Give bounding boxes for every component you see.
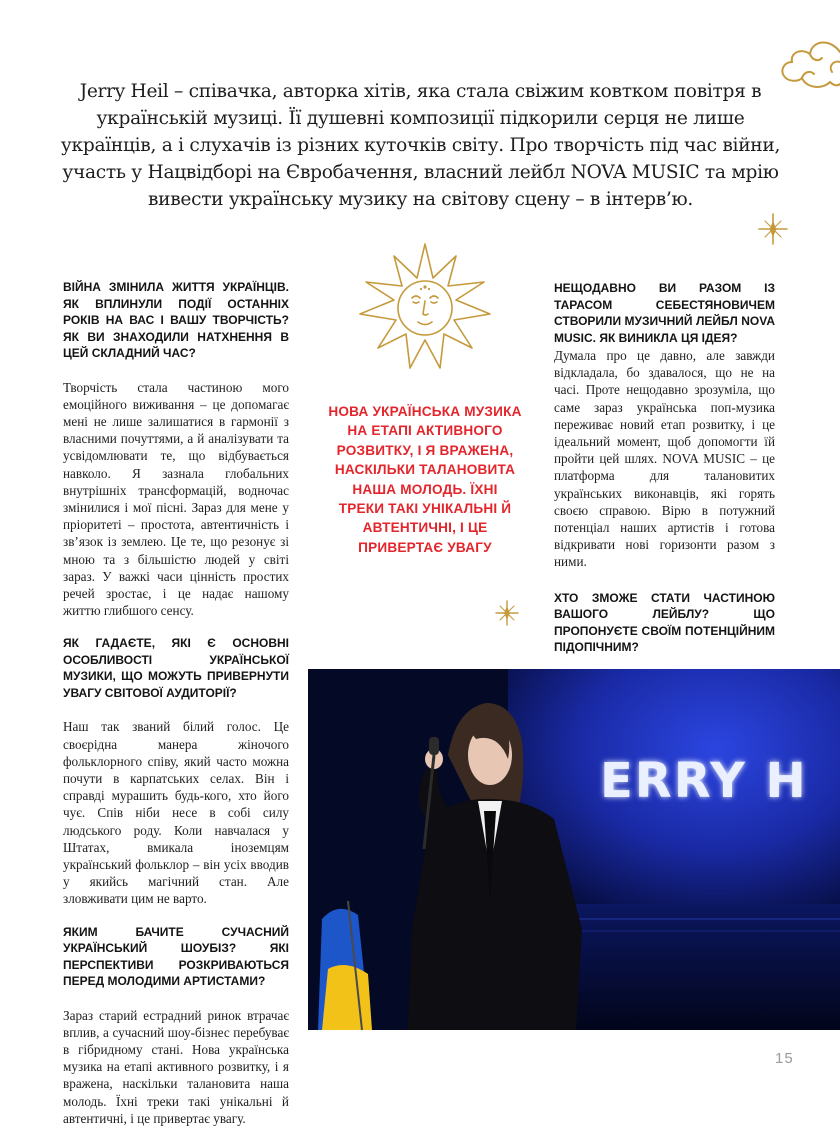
question-heading: ЯК ГАДАЄТЕ, ЯКІ Є ОСНОВНІ ОСОБЛИВОСТІ УКРАЇНСЬКОЇ МУЗИКИ, ЩО МОЖУТЬ ПРИВЕРНУТИ УВАГУ СВІТОВОЇ АУДИТОРІЇ? bbox=[63, 636, 289, 700]
answer-paragraph: Зараз старий естрадний ринок втрачає вплив, а сучасний шоу-бізнес перебуває в гібридному стані. Нова українська музика на етапі активного розвитку, і я вражена, наскільки талановита наша молодь. Їхні треки такі унікальні й автентичні, і це привертає увагу. bbox=[63, 1007, 289, 1126]
question-heading: ХТО ЗМОЖЕ СТАТИ ЧАСТИНОЮ ВАШОГО ЛЕЙБЛУ? ЩО ПРОПОНУЄТЕ СВОЇМ ПОТЕНЦІЙНИМ ПІДОПІЧНИМ? bbox=[554, 590, 775, 655]
sparkle-star-icon bbox=[495, 600, 519, 626]
question-heading: НЕЩОДАВНО ВИ РАЗОМ ІЗ ТАРАСОМ СЕБЕСТЯНОВИЧЕМ СТВОРИЛИ МУЗИЧНИЙ ЛЕЙБЛ NOVA MUSIC. ЯК ВИНИКЛА ЦЯ ІДЕЯ? bbox=[554, 281, 775, 345]
sparkle-star-icon bbox=[757, 212, 789, 246]
page-number: 15 bbox=[775, 1050, 794, 1067]
question-heading: ВІЙНА ЗМІНИЛА ЖИТТЯ УКРАЇНЦІВ. ЯК ВПЛИНУЛИ ПОДІЇ ОСТАННІХ РОКІВ НА ВАС І ВАШУ ТВОРЧІСТЬ? ЯК ВИ ЗНАХОДИЛИ НАТХНЕННЯ В ЦЕЙ СКЛАДНИЙ ЧАС? bbox=[63, 280, 289, 360]
pull-quote: НОВА УКРАЇНСЬКА МУЗИКА НА ЕТАПІ АКТИВНОГО РОЗВИТКУ, І Я ВРАЖЕНА, НАСКІЛЬКИ ТАЛАНОВИТА НАША МОЛОДЬ. ЇХНІ ТРЕКИ ТАКІ УНІКАЛЬНІ Й АВТЕНТИЧНІ, І ЦЕ ПРИВЕРТАЄ УВАГУ bbox=[328, 404, 522, 555]
backdrop-neon-text: ERRY H bbox=[600, 753, 808, 809]
question-heading: ЯКИМ БАЧИТЕ СУЧАСНИЙ УКРАЇНСЬКИЙ ШОУБІЗ? ЯКІ ПЕРСПЕКТИВИ РОЗКРИВАЮТЬСЯ ПЕРЕД МОЛОДИМИ АРТИСТАМИ? bbox=[63, 924, 289, 989]
left-column bbox=[63, 279, 289, 1143]
sun-face-icon bbox=[358, 242, 492, 372]
photo-illustration bbox=[308, 669, 840, 1030]
right-column bbox=[554, 280, 775, 727]
answer-paragraph: Наш так званий білий голос. Це своєрідна манера жіночого фольклорного співу, який часто можна почути в карпатських селах. Він і справді мурашить будь-кого, хто його чує. Спів ніби несе в собі силу людського роду. Коли навчалася у Штатах, вмикала іноземцям український фольклор – він усіх вводив у якийсь магічний стан. Але зловживати цим не варто. bbox=[63, 719, 289, 907]
cloud-ornament-icon bbox=[778, 32, 840, 92]
intro-lead: Jerry Heil – співачка, авторка хітів, яка стала свіжим ковтком повітря в українській музиці. Її душевні композиції підкорили серця не лише українців, а і слухачів із різних куточків світу. Про творчість під час війни, участь у Нацвідборі на Євробачення, власний лейбл NOVA MUSIC та мрію вивести українську музику на світову сцену – в інтерв’ю. bbox=[60, 81, 781, 210]
answer-paragraph: Думала про це давно, але завжди відкладала, бо здавалося, що не на часі. Проте нещодавно зрозуміла, що саме зараз українська поп-музика переживає новий етап розвитку, і це ідеальний момент, щоб допомогти їй пройти цей шлях. NOVA MUSIC – це платформа для талановитих українських виконавців, які горять своєю справою. Вірю в потужний потенціал наших артистів і готова відкривати нові горизонти разом з ними. bbox=[554, 348, 775, 570]
concert-photo bbox=[308, 669, 840, 1030]
answer-paragraph: Творчість стала частиною мого емоційного виживання – це допомагає мені не лише залишатися в гармонії з власними почуттями, а й аналізувати та усвідомлювати те, що відбувається навколо. Я зазнала глобальних внутрішніх трансформацій, водночас змінилися і мої пісні. Зараз для мене у пріоритеті – простота, автентичність і зв’язок із землею. Це те, що резонує зі мною та з більшістю людей у світі зараз. У важкі часи цінність простих речей зростає, і це надає нашому життю глибшого сенсу. bbox=[63, 379, 289, 619]
